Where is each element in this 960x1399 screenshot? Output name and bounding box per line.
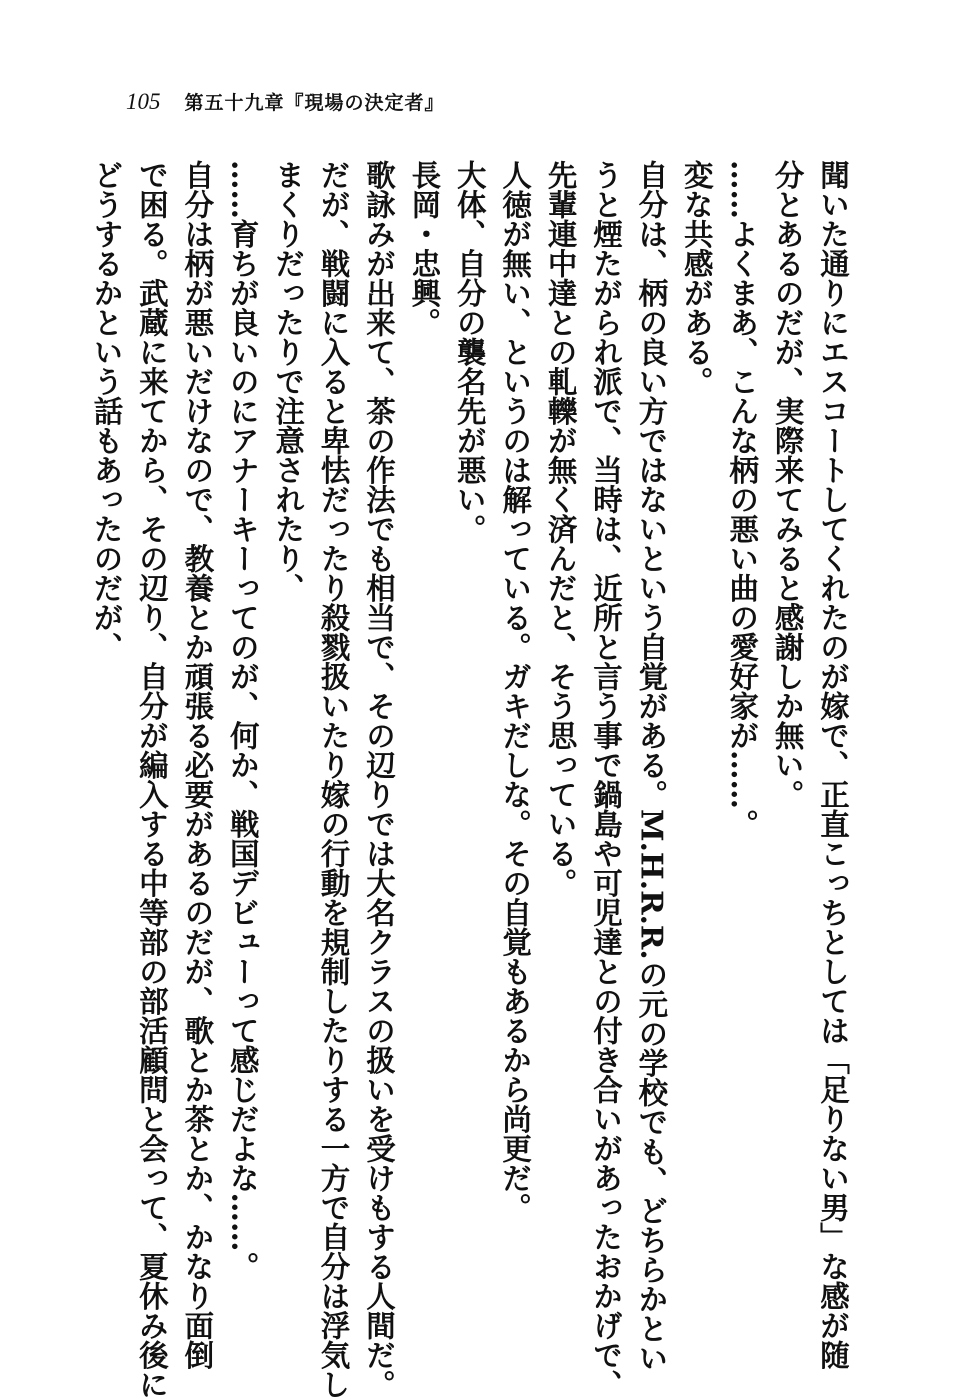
text-line: 人徳が無い、というのは解っている。ガキだしな。その自覚もあるから尚更だ。	[498, 160, 534, 1222]
text-line: で困る。武蔵に来てから、その辺り、自分が編入する中等部の部活顧問と会って、夏休み後に	[134, 160, 170, 1399]
text-line: まくりだったりで注意されたり、	[271, 160, 307, 603]
vertical-body-text	[84, 160, 856, 1399]
text-line: 自分は、柄の良い方ではないという自覚がある。M.H.R.R.の元の学校でも、どちらかとい	[634, 160, 670, 1373]
text-line: 自分は柄が悪いだけなので、教養とか頑張る必要があるのだが、歌とか茶とか、かなり面倒	[180, 160, 216, 1370]
text-line: 長岡・忠興。	[407, 160, 443, 337]
text-line: うと煙たがられ派で、当時は、近所と言う事で鍋島や可児達との付き合いがあったおかげで、	[588, 160, 624, 1399]
text-line: 大体、自分の襲名先が悪い。	[452, 160, 488, 544]
text-line: どうするかという話もあったのだが、	[89, 160, 125, 662]
text-line: ……よくまあ、こんな柄の悪い曲の愛好家が……。	[725, 160, 761, 839]
chapter-title: 第五十九章『現場の決定者』	[184, 92, 445, 114]
text-line: 変な共感がある。	[679, 160, 715, 396]
text-line: 歌詠みが出来て、茶の作法でも相当で、その辺りでは大名クラスの扱いを受けもする人間だ。	[361, 160, 397, 1399]
text-line: 分とあるのだが、実際来てみると感謝しか無い。	[770, 160, 806, 809]
page-header	[126, 88, 445, 118]
text-line: だが、戦闘に入ると卑怯だったり殺戮扱いたり嫁の行動を規制したりする一方で自分は浮気し	[316, 160, 352, 1399]
text-line: 聞いた通りにエスコートしてくれたのが嫁で、正直こっちとしては「足りない男」な感が随	[816, 160, 851, 1370]
page-number: 105	[126, 89, 161, 114]
text-line: ……育ちが良いのにアナーキーってのが、何か、戦国デビューって感じだよな……。	[225, 160, 261, 1281]
text-line: 先輩連中達との軋轢が無く済んだと、そう思っている。	[543, 160, 579, 898]
